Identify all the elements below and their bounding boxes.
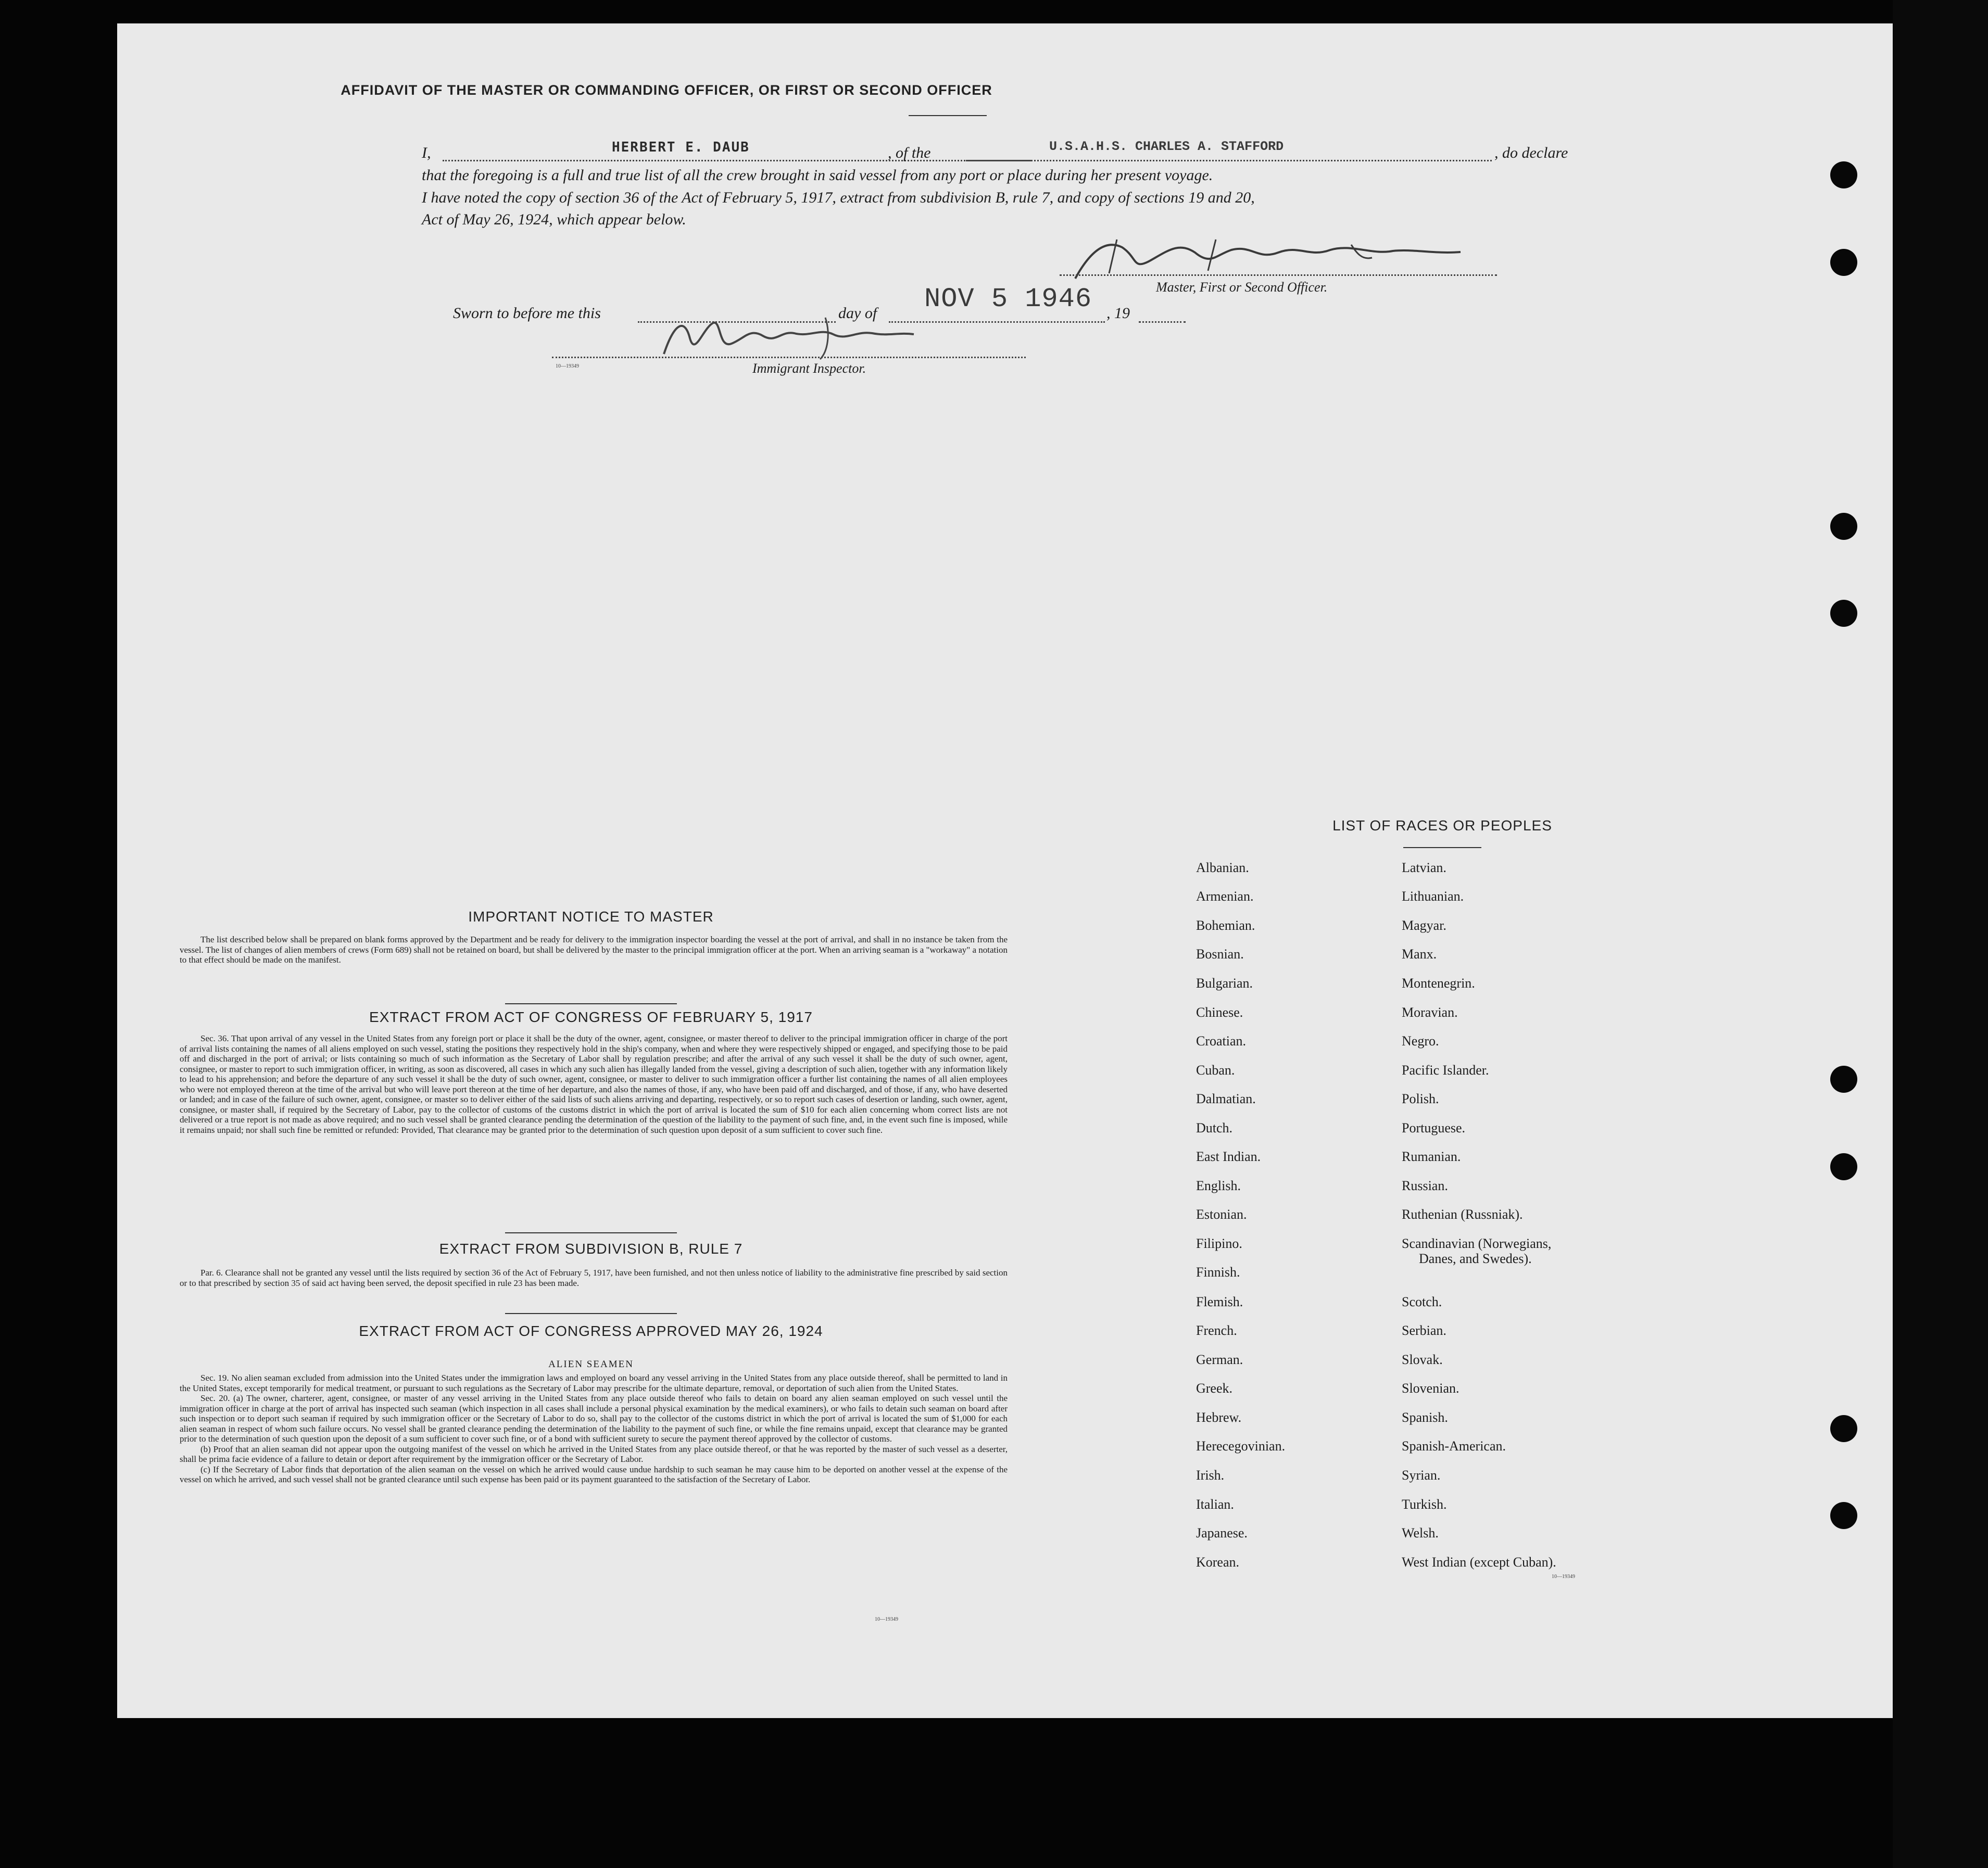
punch-hole	[1830, 600, 1857, 627]
year-prefix: , 19	[1106, 305, 1130, 322]
sec20c-text: (c) If the Secretary of Labor finds that deportation of the alien seaman on the vessel on which he arrived would cause undue hardship to such seaman he may cause him to be deported on another vessel at the expense of the vessel on which he arrived, and such vessel shall not be granted clearance until such expense has been paid or its payment guaranteed to the satisfaction of the Secretary of Labor.	[180, 1464, 1008, 1484]
race-item: German.	[1196, 1352, 1243, 1367]
do-declare-label: , do declare	[1494, 144, 1568, 161]
race-item: Filipino.	[1196, 1236, 1242, 1251]
race-item: Russian.	[1402, 1178, 1448, 1193]
race-item: Ruthenian (Russniak).	[1402, 1207, 1523, 1222]
affidavit-line-3: I have noted the copy of section 36 of the Act of February 5, 1917, extract from subdivision B, rule 7, and copy of sections 19 and 20,	[422, 189, 1255, 206]
race-item: Cuban.	[1196, 1063, 1235, 1078]
race-item: Serbian.	[1402, 1323, 1446, 1338]
race-item: Magyar.	[1402, 918, 1446, 933]
affidavit-pronoun: I,	[422, 144, 431, 161]
affidavit-title: AFFIDAVIT OF THE MASTER OR COMMANDING OFFICER, OR FIRST OR SECOND OFFICER	[341, 82, 992, 98]
race-item: Italian.	[1196, 1497, 1234, 1512]
of-the-label: , of the	[888, 144, 931, 161]
inspector-signature-line	[552, 357, 1026, 358]
race-item: Turkish.	[1402, 1497, 1447, 1512]
punch-hole	[1830, 513, 1857, 540]
affidavit-line-4: Act of May 26, 1924, which appear below.	[422, 211, 686, 228]
race-item: Hebrew.	[1196, 1410, 1242, 1425]
inspector-caption: Immigrant Inspector.	[752, 361, 866, 376]
race-item: Flemish.	[1196, 1294, 1243, 1309]
scan-border	[1893, 0, 1988, 1868]
races-title: LIST OF RACES OR PEOPLES	[1332, 817, 1552, 834]
extract-1917-title: EXTRACT FROM ACT OF CONGRESS OF FEBRUARY 5, 1917	[369, 1009, 813, 1025]
affidavit-form-number: 10—19349	[556, 363, 579, 369]
master-signature-line	[1060, 274, 1497, 276]
extract-b7-body: Par. 6. Clearance shall not be granted any vessel until the lists required by section 36 of the Act of February 5, 1917, have been furnished, and not then unless notice of liability to the administrative fine prescribed by said section or to that prescribed by section 35 of said act having been served, the deposit specified in rule 23 has been made.	[180, 1268, 1008, 1288]
race-item: Lithuanian.	[1402, 889, 1464, 904]
punch-hole	[1830, 249, 1857, 276]
race-item: Korean.	[1196, 1555, 1240, 1570]
punch-hole	[1830, 1153, 1857, 1180]
master-caption: Master, First or Second Officer.	[1156, 280, 1328, 295]
race-item: Croatian.	[1196, 1033, 1247, 1049]
race-item: Armenian.	[1196, 889, 1254, 904]
extract-1924-body	[180, 1373, 1008, 1485]
vessel-line	[966, 160, 1492, 161]
race-item: Japanese.	[1196, 1525, 1248, 1541]
race-item: Montenegrin.	[1402, 976, 1475, 991]
race-item: Herecegovinian.	[1196, 1438, 1286, 1454]
races-form-number: 10—19349	[1552, 1574, 1575, 1580]
race-item: Greek.	[1196, 1381, 1233, 1396]
race-item: Manx.	[1402, 946, 1437, 962]
race-item: Dutch.	[1196, 1120, 1233, 1135]
extract-1924-title: EXTRACT FROM ACT OF CONGRESS APPROVED MAY 26, 1924	[359, 1323, 823, 1339]
section-rule-3	[505, 1313, 677, 1314]
extract-b7-title: EXTRACT FROM SUBDIVISION B, RULE 7	[439, 1241, 743, 1257]
race-item: Albanian.	[1196, 860, 1249, 875]
race-item: Chinese.	[1196, 1005, 1243, 1020]
year-line	[1139, 321, 1186, 323]
race-item: French.	[1196, 1323, 1237, 1338]
sec20b-text: (b) Proof that an alien seaman did not appear upon the outgoing manifest of the vessel on which he arrived in the United States from any place outside thereof, or that he was reported by the master of such vessel as a deserter, shall be prima facie evidence of a failure to detain or deport after requirement by the immigration officer or the Secretary of Labor.	[180, 1444, 1008, 1464]
race-item: Pacific Islander.	[1402, 1063, 1489, 1078]
vessel-name: U.S.A.H.S. CHARLES A. STAFFORD	[1049, 139, 1284, 154]
date-stamp: NOV 5 1946	[924, 284, 1092, 314]
race-item: Estonian.	[1196, 1207, 1247, 1222]
race-item: Slovak.	[1402, 1352, 1443, 1367]
race-item: Portuguese.	[1402, 1120, 1466, 1135]
name-line	[443, 160, 1031, 161]
race-item: Scotch.	[1402, 1294, 1442, 1309]
section-rule-2	[505, 1232, 677, 1233]
race-item: Syrian.	[1402, 1468, 1441, 1483]
notice-body: The list described below shall be prepared on blank forms approved by the Department and be ready for delivery to the immigration inspector boarding the vessel at the port of arrival, and shall in no instance be taken from the vessel. The list of changes of alien members of crews (Form 689) shall not be retained on board, but shall be delivered by the master to the principal immigration officer at the port. When an arriving seaman is a "workaway" a notation to that effect should be made on the manifest.	[180, 935, 1008, 965]
notice-title: IMPORTANT NOTICE TO MASTER	[468, 908, 714, 925]
extract-form-number: 10—19349	[875, 1617, 898, 1622]
race-item: Slovenian.	[1402, 1381, 1459, 1396]
punch-hole	[1830, 161, 1857, 188]
sworn-label: Sworn to before me this	[453, 305, 601, 322]
race-item: Scandinavian (Norwegians,	[1402, 1236, 1552, 1251]
document-page	[117, 23, 1893, 1718]
race-item: Rumanian.	[1402, 1149, 1461, 1164]
race-item: Bulgarian.	[1196, 976, 1253, 991]
race-item: West Indian (except Cuban).	[1402, 1555, 1556, 1570]
race-item: Finnish.	[1196, 1265, 1240, 1280]
sec19-text: Sec. 19. No alien seaman excluded from admission into the United States under the immigration laws and employed on board any vessel arriving in the United States from any place outside thereof, shall be permitted to land in the United States, except temporarily for medical treatment, or pursuant to such regulations as the Secretary of Labor may prescribe for the ultimate departure, removal, or deportation of such alien from the United States.	[180, 1373, 1008, 1393]
race-item: East Indian.	[1196, 1149, 1261, 1164]
race-item: English.	[1196, 1178, 1241, 1193]
officer-name: HERBERT E. DAUB	[612, 140, 750, 155]
master-signature	[1060, 229, 1502, 286]
punch-hole	[1830, 1066, 1857, 1093]
race-item: Welsh.	[1402, 1525, 1439, 1541]
race-item: Spanish.	[1402, 1410, 1448, 1425]
race-item: Spanish-American.	[1402, 1438, 1506, 1454]
affidavit-line-2: that the foregoing is a full and true list of all the crew brought in said vessel from any port or place during her present voyage.	[422, 167, 1213, 184]
punch-hole	[1830, 1415, 1857, 1442]
title-rule	[909, 115, 987, 116]
sec20a-text: Sec. 20. (a) The owner, charterer, agent, consignee, or master of any vessel arriving in the United States from any place outside thereof who fails to detain on board any alien seaman employed on such vessel until the immigration officer in charge at the port of arrival has inspected such seaman (which inspection in all cases shall include a personal physical examination by the medical examiners), or who fails to detain such seaman on board after such inspection or to deport such seaman if required by such immigration officer or the Secretary of Labor to do so, shall pay to the collector of the customs district in which the port of arrival is located the sum of $1,000 for each alien seaman in respect of whom such failure occurs. No vessel shall be granted clearance pending the determination of the liability to the payment of such fine, or while the fine remains unpaid, except that clearance may be granted prior to the determination of such question upon the deposit of a sum sufficient to cover such fine, or of a bond with sufficient surety to secure the payment thereof approved by the collector of customs.	[180, 1393, 1008, 1444]
punch-hole	[1830, 1502, 1857, 1529]
race-item: Polish.	[1402, 1091, 1439, 1106]
race-item: Dalmatian.	[1196, 1091, 1256, 1106]
day-of-label: day of	[838, 305, 877, 322]
race-item: Irish.	[1196, 1468, 1225, 1483]
race-item: Danes, and Swedes).	[1419, 1251, 1532, 1266]
extract-1917-body: Sec. 36. That upon arrival of any vessel in the United States from any foreign port or place it shall be the duty of the owner, agent, consignee, or master thereof to deliver to the principal immigration officer in charge of the port of arrival lists containing the names of all aliens employed on such vessel, stating the positions they respectively hold in the ship's company, when and where they were respectively shipped or engaged, and specifying those to be paid off and discharged in the port of arrival; or lists containing so much of such information as the Secretary of Labor shall by regulation prescribe; and after the arrival of any such vessel it shall be the duty of such owner, agent, consignee, or master to report to such immigration officer, in writing, as soon as discovered, all cases in which any such alien has illegally landed from the vessel, giving a description of such alien, together with any information likely to lead to his apprehension; and before the departure of any such vessel it shall be the duty of such owner, agent, consignee, or master to deliver to such immigration officer a further list containing the names of all alien employees who were not employed thereon at the time of the arrival but who will leave port thereon at the time of her departure, and also the names of those, if any, who have been paid off and discharged, and of those, if any, who have deserted or landed; and in case of the failure of such owner, agent, consignee, or master so to deliver either of the said lists of such aliens arriving and departing, respectively, or so to report such cases of desertion or landing, such owner, agent, consignee, or master shall, if required by the Secretary of Labor, pay to the collector of customs of the customs district in which the port of arrival is located the sum of $10 for each alien concerning whom correct lists are not delivered or a true report is not made as above required; and no such vessel shall be granted clearance pending the determination of the question of the liability to the payment of such fine, and, in the event such fine is imposed, while it remains unpaid; nor shall such fine be remitted or refunded: Provided, That clearance may be granted prior to the determination of such question upon deposit of a sum sufficient to cover such fine.	[180, 1033, 1008, 1135]
race-item: Bosnian.	[1196, 946, 1244, 962]
extract-1924-subtitle: ALIEN SEAMEN	[548, 1359, 634, 1370]
race-item: Bohemian.	[1196, 918, 1255, 933]
races-title-rule	[1403, 847, 1481, 848]
section-rule-1	[505, 1003, 677, 1004]
race-item: Moravian.	[1402, 1005, 1458, 1020]
inspector-signature	[653, 307, 924, 364]
race-item: Latvian.	[1402, 860, 1446, 875]
race-item: Negro.	[1402, 1033, 1439, 1049]
